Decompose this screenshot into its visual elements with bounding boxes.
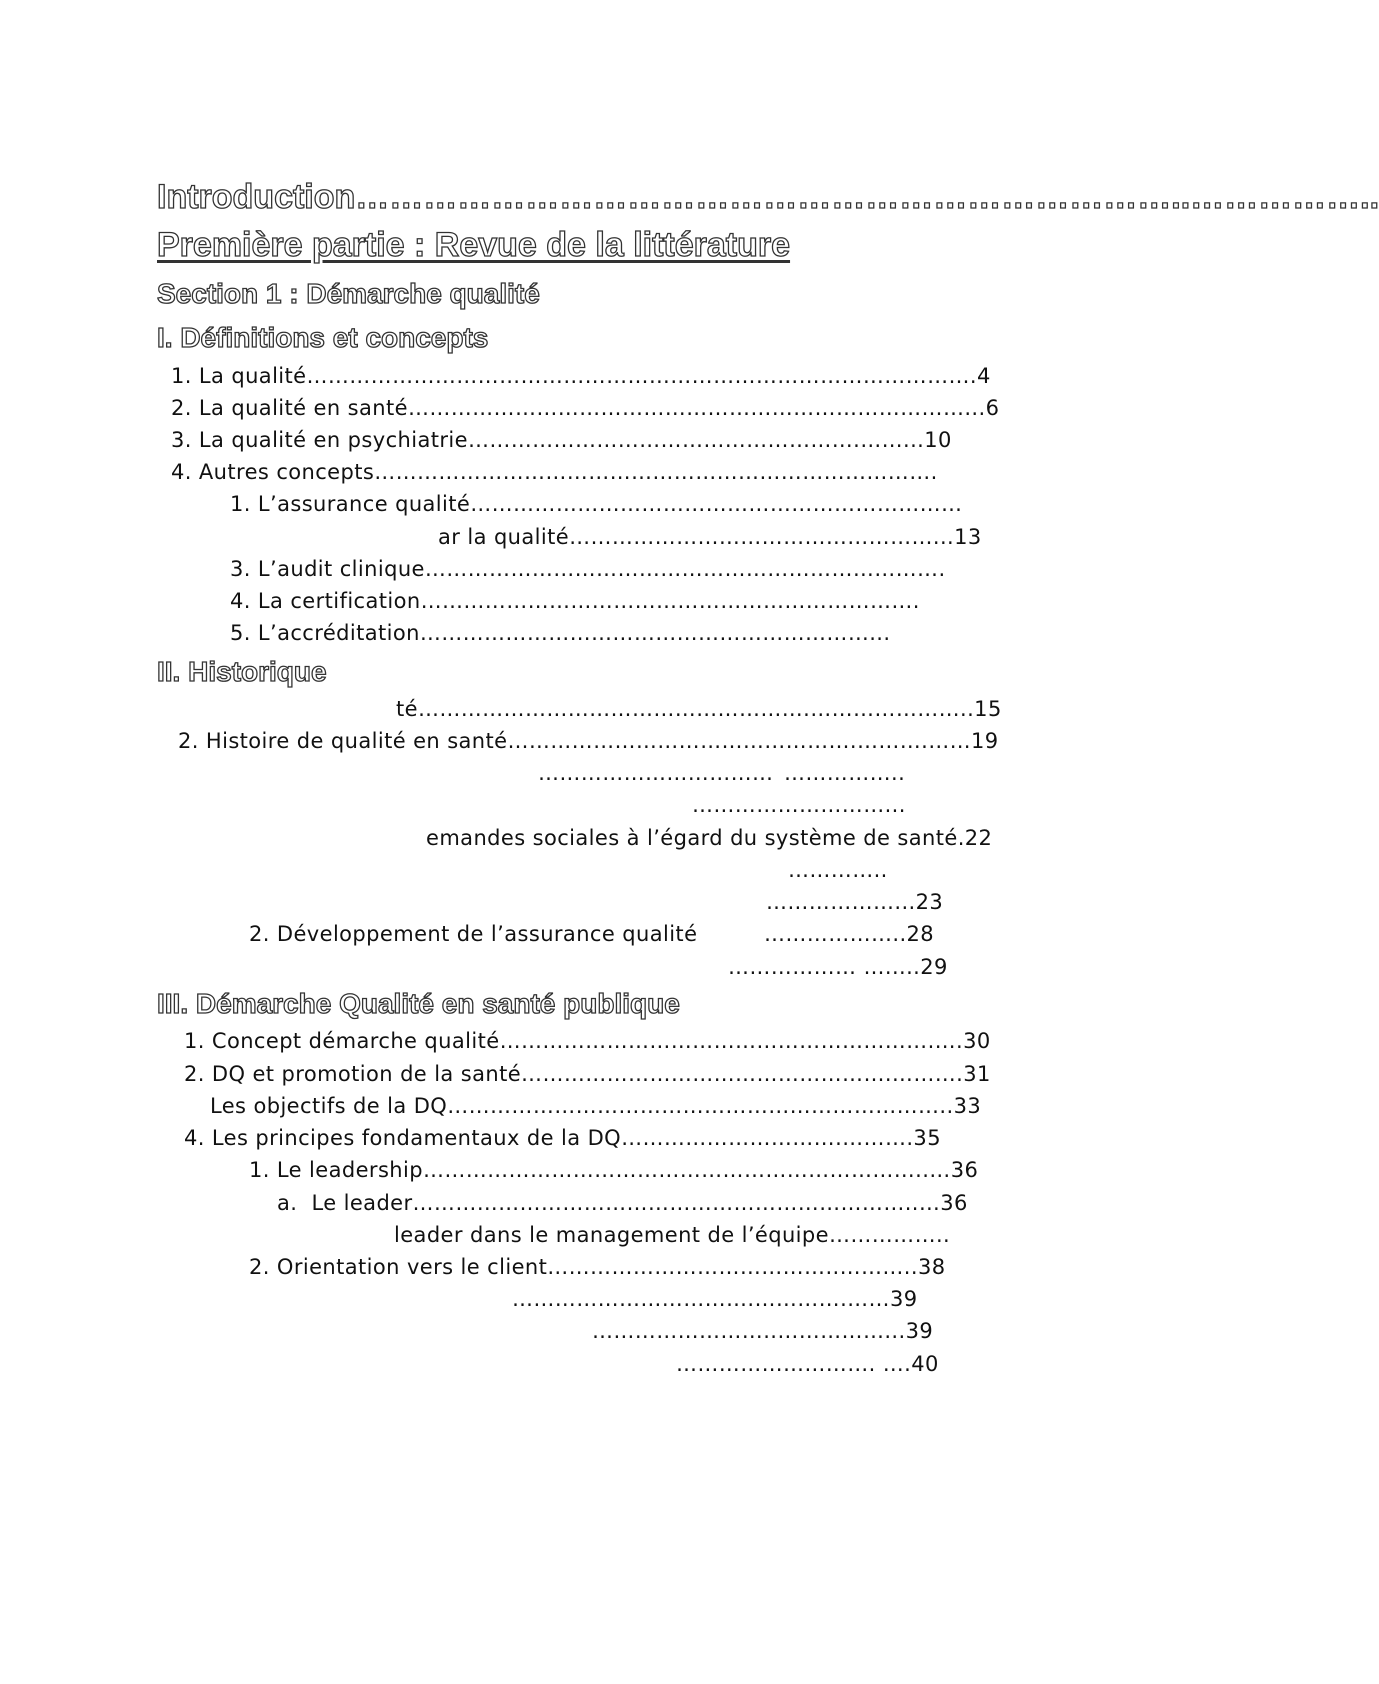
toc-section-heading: Section 1 : Démarche qualité bbox=[157, 278, 540, 309]
toc-entry: ……………………..……………...39 bbox=[592, 1319, 934, 1343]
toc-entry: 3. L’audit clinique………………………………………………………………. bbox=[230, 557, 946, 581]
toc-entry: té……………………………………………….…………………..15 bbox=[396, 697, 1002, 721]
toc-entry: ………………...23 bbox=[766, 890, 944, 914]
toc-entry: …………………………….………….……39 bbox=[512, 1287, 918, 1311]
toc-entry: 4. La certification……………………………………………………………. bbox=[230, 589, 920, 613]
toc-entry: 1. Le leadership……………………………………………………………..…36 bbox=[249, 1158, 979, 1182]
toc-entry: …………….. bbox=[784, 761, 906, 785]
toc-entry-label: 2. Développement de l’assurance qualité bbox=[249, 922, 698, 946]
toc-entry: 4. Autres concepts……………………………………………………………………. bbox=[171, 460, 938, 484]
toc-entry: 5. L’accréditation………………………………………………………... bbox=[230, 621, 891, 645]
toc-entry: a. Le leader……………………………………………………………..…36 bbox=[277, 1191, 968, 1215]
toc-entry: 3. La qualité en psychiatrie……………………………………………….……...10 bbox=[171, 428, 952, 452]
toc-part-heading: Première partie : Revue de la littérature bbox=[157, 226, 791, 264]
toc-chapter-3-heading: III. Démarche Qualité en santé publique bbox=[157, 988, 680, 1019]
toc-introduction: Introduction………………………………………………………………..…………….. bbox=[157, 178, 1379, 216]
toc-entry: 2. La qualité en santé……………………………………………………………………...6 bbox=[171, 396, 1000, 420]
toc-chapter-2-heading: II. Historique bbox=[157, 656, 327, 687]
toc-entry: …………………………… bbox=[538, 761, 774, 785]
toc-entry: 1. La qualité………………………………………………………………………………….4 bbox=[171, 364, 991, 388]
toc-entry: 1. L’assurance qualité…………………………………………………………… bbox=[230, 492, 963, 516]
toc-entry: emandes sociales à l’égard du système de santé.22 bbox=[426, 826, 993, 850]
toc-entry: 2. DQ et promotion de la santé…………………………………………….……….31 bbox=[184, 1062, 991, 1086]
toc-entry: 2. Orientation vers le client…………………………………..………..38 bbox=[249, 1255, 946, 1279]
toc-entry: ……………… ….....29 bbox=[728, 955, 948, 979]
toc-entry-leader: ………………..28 bbox=[764, 922, 935, 946]
toc-entry: 1. Concept démarche qualité…………………………………………………….….30 bbox=[184, 1029, 991, 1053]
toc-entry: ………………………. ….40 bbox=[676, 1352, 939, 1376]
toc-entry: ………….. bbox=[788, 858, 888, 882]
toc-entry: Les objectifs de la DQ……………………………………………………………..33 bbox=[210, 1094, 982, 1118]
toc-chapter-1-heading: I. Définitions et concepts bbox=[157, 322, 489, 353]
toc-entry: leader dans le management de l’équipe…………….. bbox=[394, 1223, 951, 1247]
toc-entry: 2. Histoire de qualité en santé………………………………………….……….……19 bbox=[178, 729, 999, 753]
toc-entry: 4. Les principes fondamentaux de la DQ………………………….……….35 bbox=[184, 1126, 941, 1150]
toc-entry: ………………………... bbox=[692, 793, 906, 817]
toc-entry: ar la qualité……………………………………………...13 bbox=[438, 525, 982, 549]
